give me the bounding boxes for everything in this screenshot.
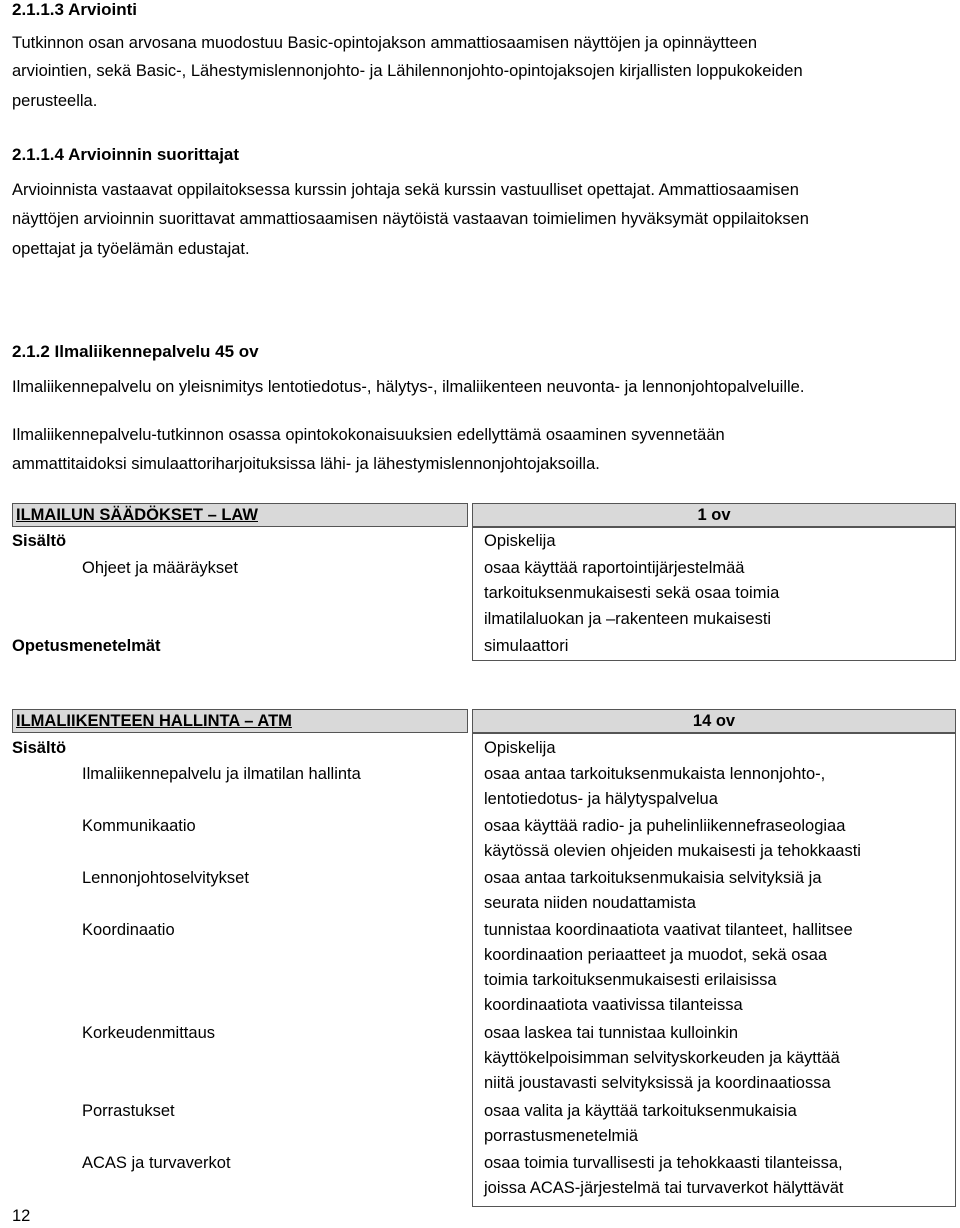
- paragraph-line: Ilmaliikennepalvelu-tutkinnon osassa opintokokonaisuuksien edellyttämä osaaminen syvennetään: [12, 426, 725, 444]
- topic-cell: Koordinaatio: [82, 921, 175, 939]
- outcome-line: tunnistaa koordinaatiota vaativat tilanteet, hallitsee: [484, 921, 853, 939]
- outcome-line: osaa antaa tarkoituksenmukaista lennonjohto-,: [484, 765, 826, 783]
- topic-cell: ACAS ja turvaverkot: [82, 1154, 231, 1172]
- outcome-line: koordinaatiota vaativissa tilanteissa: [484, 996, 743, 1014]
- outcome-line: osaa laskea tai tunnistaa kulloinkin: [484, 1024, 739, 1042]
- page-number: 12: [12, 1207, 31, 1225]
- outcome-line: osaa käyttää raportointijärjestelmää: [484, 559, 745, 577]
- topic-cell: Ilmaliikennepalvelu ja ilmatilan hallinta: [82, 765, 361, 783]
- outcome-line: käyttökelpoisimman selvityskorkeuden ja käyttää: [484, 1049, 840, 1067]
- outcome-line: joissa ACAS-järjestelmä tai turvaverkot hälyttävät: [484, 1179, 844, 1197]
- outcome-line: porrastusmenetelmiä: [484, 1127, 639, 1145]
- outcome-line: osaa valita ja käyttää tarkoituksenmukaisia: [484, 1102, 797, 1120]
- topic-cell: Lennonjohtoselvitykset: [82, 869, 249, 887]
- section-heading-ilmaliikennepalvelu: 2.1.2 Ilmaliikennepalvelu 45 ov: [12, 342, 259, 361]
- outcome-line: toimia tarkoituksenmukaisesti erilaisissa: [484, 971, 777, 989]
- section-heading-arviointi: 2.1.1.3 Arviointi: [12, 0, 138, 19]
- student-label: Opiskelija: [484, 739, 556, 757]
- outcome-line: lentotiedotus- ja hälytyspalvelua: [484, 790, 718, 808]
- outcome-line: niitä joustavasti selvityksissä ja koordinaatiossa: [484, 1074, 831, 1092]
- topic-cell: Korkeudenmittaus: [82, 1024, 215, 1042]
- paragraph-line: Tutkinnon osan arvosana muodostuu Basic-opintojakson ammattiosaamisen näyttöjen ja opinnäytteen: [12, 34, 758, 52]
- table-header: [12, 503, 956, 527]
- outcome-line: käytössä olevien ohjeiden mukaisesti ja tehokkaasti: [484, 842, 861, 860]
- content-label: Sisältö: [12, 532, 67, 550]
- outcome-line: seurata niiden noudattamista: [484, 894, 696, 912]
- paragraph-line: Ilmaliikennepalvelu on yleisnimitys lentotiedotus-, hälytys-, ilmaliikenteen neuvonta- ja lennonjohtopalveluille.: [12, 378, 805, 396]
- student-label: Opiskelija: [484, 532, 556, 550]
- outcome-line: ilmatilaluokan ja –rakenteen mukaisesti: [484, 610, 772, 628]
- paragraph-line: Arvioinnista vastaavat oppilaitoksessa kurssin johtaja sekä kurssin vastuulliset opettajat. Ammattiosaamisen: [12, 181, 799, 199]
- outcome-line: osaa toimia turvallisesti ja tehokkaasti tilanteissa,: [484, 1154, 843, 1172]
- table-header: [12, 709, 956, 733]
- paragraph-line: arviointien, sekä Basic-, Lähestymislennonjohto- ja Lähilennonjohto-opintojaksojen kirjallisten loppukokeiden: [12, 62, 803, 80]
- topic-cell: Kommunikaatio: [82, 817, 196, 835]
- table-title: ILMAILUN SÄÄDÖKSET – LAW: [16, 506, 258, 524]
- paragraph-line: opettajat ja työelämän edustajat.: [12, 240, 250, 258]
- method-value: simulaattori: [484, 637, 569, 655]
- table-credits: 14 ov: [692, 712, 736, 730]
- topic-cell: Ohjeet ja määräykset: [82, 559, 238, 577]
- outcome-line: osaa käyttää radio- ja puhelinliikennefraseologiaa: [484, 817, 846, 835]
- section-heading-arvioinnin-suorittajat: 2.1.1.4 Arvioinnin suorittajat: [12, 145, 240, 164]
- method-label: Opetusmenetelmät: [12, 637, 161, 655]
- paragraph-line: näyttöjen arvioinnin suorittavat ammattiosaamisen näytöistä vastaavan toimielimen hyväksymät oppilaitoksen: [12, 210, 809, 228]
- table-credits: 1 ov: [697, 506, 731, 524]
- outcome-line: tarkoituksenmukaisesti sekä osaa toimia: [484, 584, 780, 602]
- paragraph-line: ammattitaidoksi simulaattoriharjoituksissa lähi- ja lähestymislennonjohtojaksoilla.: [12, 455, 600, 473]
- table-title: ILMALIIKENTEEN HALLINTA – ATM: [16, 712, 292, 730]
- content-label: Sisältö: [12, 739, 67, 757]
- topic-cell: Porrastukset: [82, 1102, 175, 1120]
- paragraph-line: perusteella.: [12, 92, 98, 110]
- outcome-line: osaa antaa tarkoituksenmukaisia selvityksiä ja: [484, 869, 822, 887]
- outcome-line: koordinaation periaatteet ja muodot, sekä osaa: [484, 946, 828, 964]
